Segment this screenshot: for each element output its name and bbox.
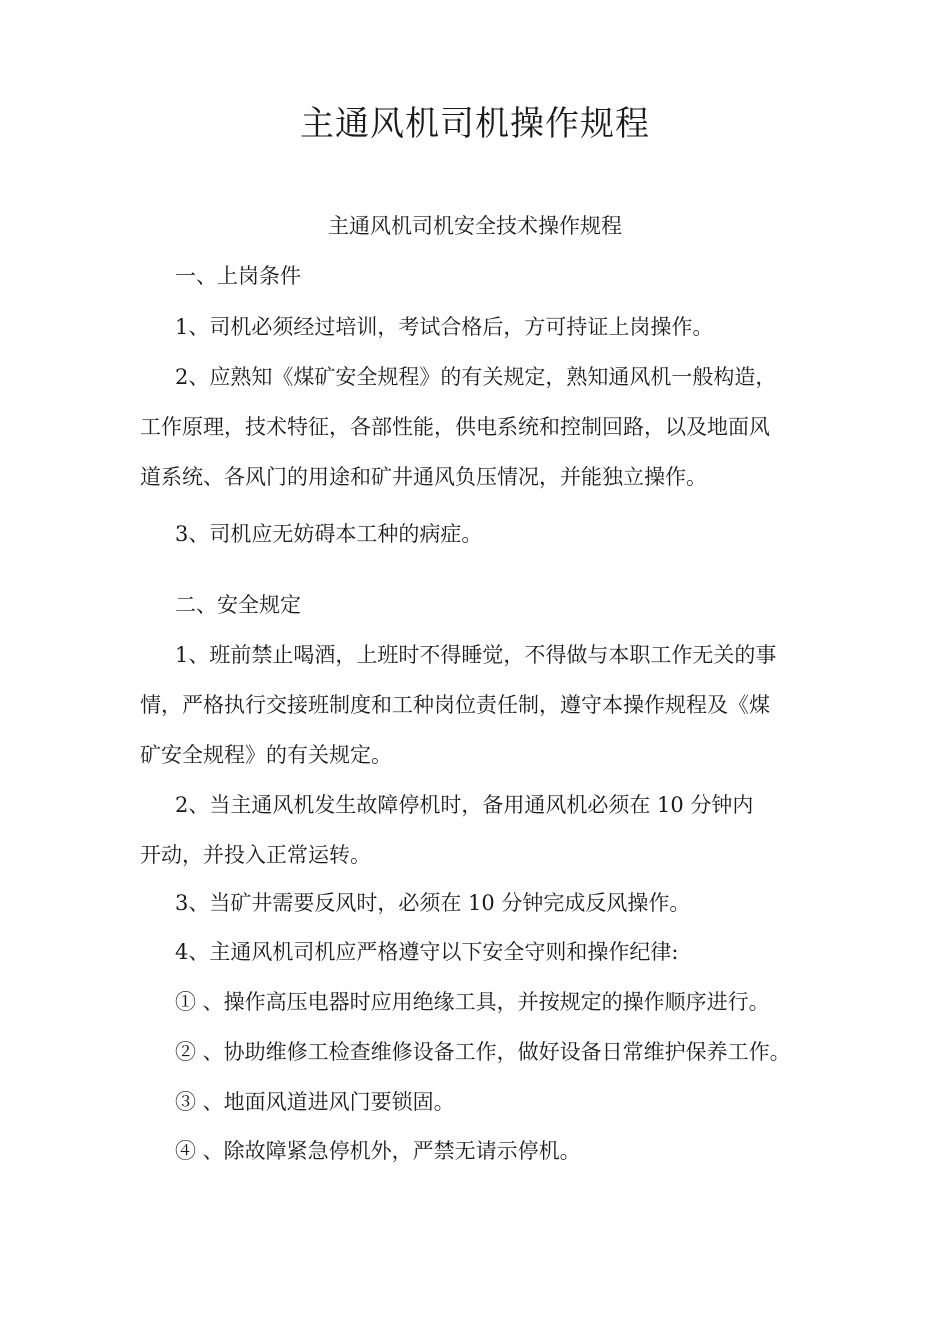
paragraph-safety-1-line-3: 矿安全规程》的有关规定。 (140, 743, 392, 767)
rule-item-3: ③ 、地面风道进风门要锁固。 (175, 1090, 455, 1114)
section-heading-qualifications: 一、上岗条件 (175, 264, 301, 288)
paragraph-safety-1-line-2: 情，严格执行交接班制度和工种岗位责任制，遵守本操作规程及《煤 (140, 693, 770, 717)
rule-item-4: ④ 、除故障紧急停机外，严禁无请示停机。 (175, 1139, 581, 1163)
rule-item-2: ② 、协助维修工检查维修设备工作，做好设备日常维护保养工作。 (175, 1040, 791, 1064)
paragraph-safety-2-line-2: 开动，并投入正常运转。 (140, 843, 371, 867)
paragraph-qualification-2-line-3: 道系统、各风门的用途和矿井通风负压情况，并能独立操作。 (140, 465, 707, 489)
document-title: 主通风机司机操作规程 (300, 104, 650, 144)
section-heading-safety-rules: 二、安全规定 (175, 593, 301, 617)
paragraph-safety-2-line-1: 2、当主通风机发生故障停机时，备用通风机必须在 10 分钟内 (175, 793, 754, 817)
rule-item-1: ① 、操作高压电器时应用绝缘工具，并按规定的操作顺序进行。 (175, 990, 770, 1014)
paragraph-safety-4: 4、主通风机司机应严格遵守以下安全守则和操作纪律: (175, 940, 679, 964)
paragraph-qualification-3: 3、司机应无妨碍本工种的病症。 (175, 522, 483, 546)
paragraph-qualification-2-line-2: 工作原理，技术特征，各部性能，供电系统和控制回路，以及地面风 (140, 415, 770, 439)
paragraph-qualification-2-line-1: 2、应熟知《煤矿安全规程》的有关规定，熟知通风机一般构造， (175, 365, 777, 389)
paragraph-safety-3: 3、当矿井需要反风时，必须在 10 分钟完成反风操作。 (175, 891, 691, 915)
paragraph-safety-1-line-1: 1、班前禁止喝酒，上班时不得睡觉，不得做与本职工作无关的事 (175, 643, 777, 667)
document-subtitle: 主通风机司机安全技术操作规程 (328, 214, 622, 238)
paragraph-qualification-1: 1、司机必须经过培训，考试合格后，方可持证上岗操作。 (175, 315, 714, 339)
